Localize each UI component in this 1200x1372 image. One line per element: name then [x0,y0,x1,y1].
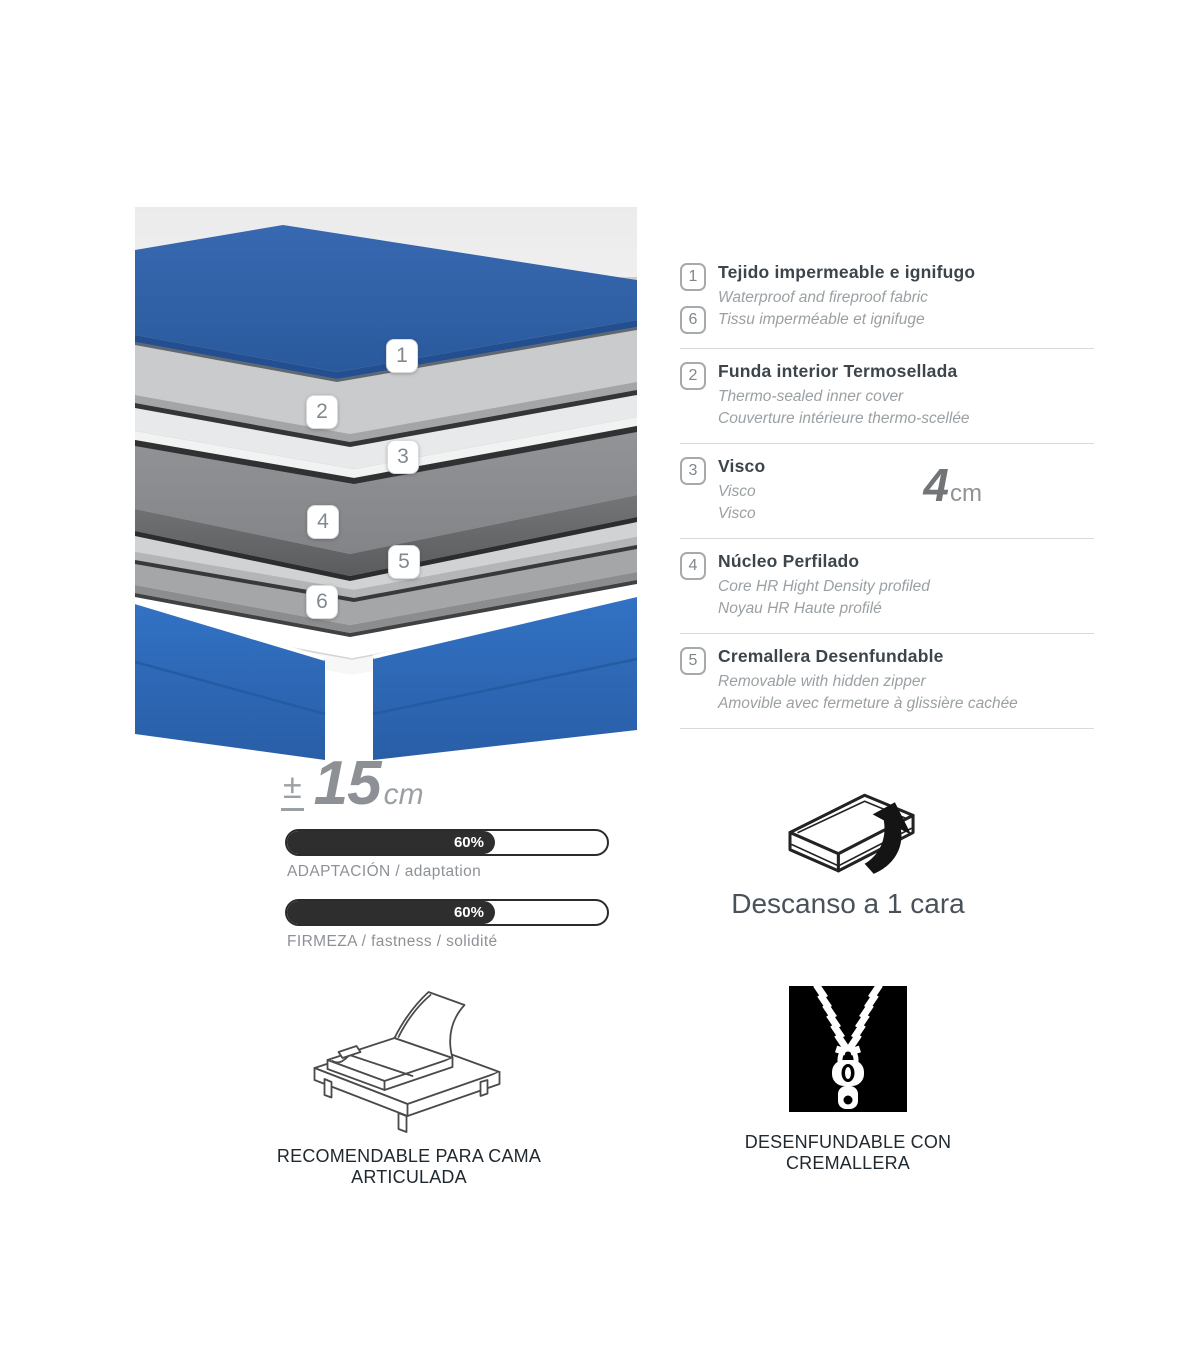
legend-item-core [680,539,1094,634]
legend-item-subtitle-en: Visco [718,483,756,500]
adaptation-meter-label: ADAPTACIÓN / adaptation [287,863,482,880]
legend-item-subtitle-en: Removable with hidden zipper [718,673,926,690]
property-meters [285,829,609,969]
zipper-icon [789,986,907,1112]
mattress-flip-icon [759,770,937,886]
layer-badge-6: 6 [306,585,338,619]
adaptation-meter-bar [285,829,609,856]
legend-item-subtitle-fr: Visco [718,504,756,522]
legend-item-subtitle-en: Waterproof and fireproof fabric [718,289,928,306]
height-unit: cm [383,778,424,811]
visco-thickness-unit: cm [950,480,982,507]
legend-item-subtitle-en: Core HR Hight Density profiled [718,578,930,595]
layer-badge-3: 3 [387,440,419,474]
legend-item-title: Cremallera Desenfundable [718,646,944,666]
visco-thickness-value: 4 [923,459,949,511]
adaptation-meter-value: 60% [453,834,484,851]
layer-badge-1: 1 [386,339,418,373]
layer-badge-2: 2 [306,395,338,429]
removable-cover-caption: DESENFUNDABLE CON CREMALLERA [744,1132,952,1173]
legend-item-fabric [680,258,1094,349]
legend-item-subtitle-fr: Noyau HR Haute profilé [718,599,882,617]
legend-item-title: Funda interior Termosellada [718,361,958,381]
legend-item-title: Tejido impermeable e ignifugo [718,262,976,282]
feature-articulated-bed [233,976,585,1188]
adaptation-meter-fill [287,831,495,854]
firmness-meter-value: 60% [453,904,484,921]
legend-item-numbers [680,361,718,429]
mattress-layers-illustration [135,207,637,760]
legend-item-numbers [680,551,718,619]
articulated-bed-caption: RECOMENDABLE PARA CAMA ARTICULADA [276,1146,542,1187]
legend [680,258,1094,729]
legend-item-zipper [680,634,1094,729]
legend-number-badge: 1 [680,263,706,291]
legend-item-subtitle-fr: Couverture intérieure thermo-scellée [718,409,970,427]
mattress-layers-diagram [135,207,637,760]
layer-badge-4: 4 [307,505,339,539]
articulated-bed-icon [292,976,527,1136]
plus-minus-sign: ± [281,768,304,811]
firmness-meter-bar [285,899,609,926]
legend-item-subtitle-en: Thermo-sealed inner cover [718,388,904,405]
legend-item-visco [680,444,1094,539]
legend-number-badge: 2 [680,362,706,390]
legend-item-subtitle-fr: Tissu imperméable et ignifuge [718,310,925,328]
legend-item-numbers [680,262,718,334]
legend-item-inner-cover [680,349,1094,444]
height-value: 15 [313,749,381,818]
legend-number-badge: 5 [680,647,706,675]
firmness-meter-label: FIRMEZA / fastness / solidité [287,933,498,950]
legend-number-badge: 6 [680,306,706,334]
feature-one-side-sleeping [703,770,993,920]
legend-item-title: Visco [718,456,766,476]
feature-removable-cover [703,986,993,1174]
layer-badge-5: 5 [388,545,420,579]
legend-number-badge: 3 [680,457,706,485]
legend-item-title: Núcleo Perfilado [718,551,860,571]
firmness-meter-fill [287,901,495,924]
visco-thickness [923,458,982,512]
one-side-caption: Descanso a 1 cara [731,888,965,919]
mattress-height [281,748,424,819]
legend-item-subtitle-fr: Amovible avec fermeture à glissière cachée [718,694,1018,712]
legend-item-numbers [680,456,718,524]
firmness-meter [285,899,609,951]
legend-number-badge: 4 [680,552,706,580]
adaptation-meter [285,829,609,881]
legend-item-numbers [680,646,718,714]
